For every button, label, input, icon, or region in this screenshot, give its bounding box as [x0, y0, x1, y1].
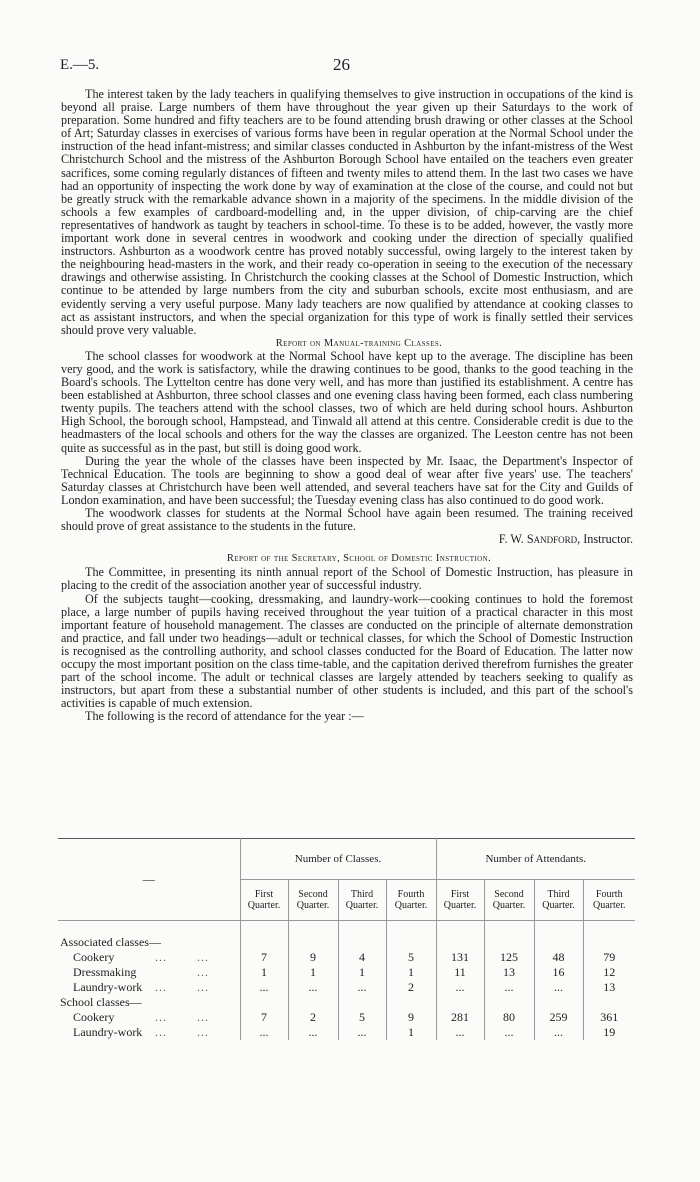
table-cell: 5	[386, 950, 436, 965]
section-associated	[58, 935, 635, 950]
col-header-classes-q1: First Quarter.	[240, 880, 288, 921]
table-cell: 19	[583, 1025, 635, 1040]
paragraph-lady-teachers: The interest taken by the lady teachers in qualifying themselves to give instruction in occupations of the kind is beyond all praise. Large numbers of them have throughout the year given up their Saturdays to the work of preparation. Some hundred and fifty teachers are to be found attending brush drawing or other classes at the School of Art; Saturday classes in exercises of various forms have been in regular operation at the Normal School under the instruction of the head infant-mistress; and similar classes conducted in Ashburton by the infant-mistress of the West Christchurch School and the mistress of the Ashburton Borough School have entailed on the teachers even greater sacrifices, some coming regularly distances of fifteen and twenty miles to attend them. In the last two cases we have had an opportunity of inspecting the work done by way of examination at the close of the course, and could not but be greatly struck with the remarkable advance shown in a majority of the specimens. In the middle division of the schools a few examples of cardboard-modelling and, in the upper division, of chip-carving are the chief representatives of handwork as taught by teachers in school-time. To these is to be added, however, the vastly more important work done in several centres in woodwork and cooking under the direction of specially qualified instructors. Ashburton as a woodwork centre has proved notably successful, owing largely to the interest taken by the neighbouring head-masters in the work, and their ready co-operation in seeing to the execution of the necessary drawings and otherwise assisting. In Christchurch the cooking classes at the School of Domestic Instruction, which continue to be attended by large numbers from the city and suburban schools, excite most enthusiasm, and are evidently serving a very useful purpose. Many lady teachers are now qualified by attendance at cooking classes to act as assistant instructors, and when the special organization for this type of work is finally settled their services should prove very valuable.	[61, 87, 633, 337]
heading-domestic-instruction-text: Report of the Secretary, School of Domestic Instruction.	[226, 553, 492, 565]
heading-manual-training	[61, 337, 633, 350]
table-cell: 4	[338, 950, 386, 965]
attendants-group-header: Number of Attendants.	[436, 839, 635, 880]
table-cell: 131	[436, 950, 484, 965]
table-cell: 125	[484, 950, 534, 965]
table-cell: 13	[484, 965, 534, 980]
table-cell: ...	[534, 1025, 583, 1040]
table-cell: 16	[534, 965, 583, 980]
table-row: Cookery ... ... 7 9 4 5 131 125 48 79	[58, 950, 635, 965]
table-cell: 2	[386, 980, 436, 995]
table-cell: 281	[436, 1010, 484, 1025]
row-label: Laundry-work	[73, 1024, 143, 1039]
table-cell: 7	[240, 1010, 288, 1025]
table-cell: ...	[338, 1025, 386, 1040]
paragraph-committee: The Committee, in presenting its ninth annual report of the School of Domestic Instruction, has pleasure in placing to the credit of the association another year of successful industry.	[61, 565, 633, 593]
table-cell: ...	[436, 980, 484, 995]
table-row: Dressmaking ... 1 1 1 1 11 13 16 12	[58, 965, 635, 980]
table-cell: 80	[484, 1010, 534, 1025]
table-cell: 5	[338, 1010, 386, 1025]
document-reference: E.—5.	[60, 57, 100, 73]
col-header-classes-q3: Third Quarter.	[338, 880, 386, 921]
section-school	[58, 995, 635, 1010]
signature-name: F. W. Sandford,	[498, 532, 581, 547]
paragraph-subjects: Of the subjects taught—cooking, dressmaking, and laundry-work—cooking continues to hold the foremost place, a large number of pupils having received throughout the year tuition of a practical character in this most important feature of household management. The classes are conducted on the principle of alternate demonstration and practice, and fall under two headings—adult or technical classes, for which the School of Domestic Instruction is recognised as the controlling authority, and school classes conducted for the Board of Education. The latter now occupy the most important position on the class time-table, and the capitation derived therefrom furnishes the greater part of the school income. The adult or technical classes are largely attended by teachers seeking to qualify as instructors, but apart from these a substantial number of other students is included, and this part of the school's activities is capable of much extension.	[61, 591, 633, 711]
table-cell: 9	[288, 950, 338, 965]
table-cell: ...	[484, 980, 534, 995]
table-cell: ...	[534, 980, 583, 995]
table-cell: 1	[338, 965, 386, 980]
table-cell: 361	[583, 1010, 635, 1025]
table-cell: 48	[534, 950, 583, 965]
table-cell: 2	[288, 1010, 338, 1025]
col-header-attendants-q2: Second Quarter.	[484, 880, 534, 921]
table-cell: 1	[386, 1025, 436, 1040]
table-row: Laundry-work ... ... ... ... ... 1 ... ... ... 19	[58, 1025, 635, 1040]
table-row: Laundry-work ... ... ... ... ... 2 ... ... ... 13	[58, 980, 635, 995]
paragraph-inspection: During the year the whole of the classes have been inspected by Mr. Isaac, the Department's Inspector of Technical Education. The tools are beginning to show a good deal of wear after five years' use. The teachers' Saturday classes at Christchurch have been well attended, and several teachers have sat for the City and Guilds of London examination, and have been successful; the Tuesday evening class has also continued to do good work.	[61, 453, 633, 507]
signature	[61, 533, 633, 546]
paragraph-attendance-intro: The following is the record of attendance for the year :—	[85, 709, 364, 724]
table-cell: 13	[583, 980, 635, 995]
heading-domestic-instruction	[61, 552, 633, 565]
col-header-attendants-q3: Third Quarter.	[534, 880, 583, 921]
table-cell: 9	[386, 1010, 436, 1025]
classes-group-header: Number of Classes.	[240, 839, 436, 880]
col-header-attendants-q4: Fourth Quarter.	[583, 880, 635, 921]
paragraph-woodwork-classes: The school classes for woodwork at the Normal School have kept up to the average. The discipline has been very good, and the work is satisfactory, while the drawing continues to be good, thanks to the good teaching in the Board's schools. The Lyttelton centre has done very well, and has more than justified its establishment. A centre has been established at Ashburton, three school classes and one evening class having been formed, each class numbering twenty pupils. The teachers attend with the school classes, two of which are held during school hours. Ashburton High School, the borough school, Hampstead, and Tinwald all attend at this centre. Considerable credit is due to the headmasters of the local schools and others for the way the classes are organized. The Leeston centre has not been quite as successful as in the past, but still is doing good work.	[61, 348, 633, 455]
page-number: 26	[333, 55, 350, 74]
signature-title: Instructor.	[583, 532, 633, 547]
col-header-attendants-q1: First Quarter.	[436, 880, 484, 921]
table-cell: 79	[583, 950, 635, 965]
table-cell: 259	[534, 1010, 583, 1025]
table-cell: ...	[288, 1025, 338, 1040]
heading-manual-training-text: Report on Manual-training Classes.	[275, 337, 443, 349]
row-label: Laundry-work	[73, 979, 143, 994]
stub-header: —	[142, 872, 155, 886]
table-cell: 1	[386, 965, 436, 980]
table-cell: ...	[288, 980, 338, 995]
table-cell: 7	[240, 950, 288, 965]
table-cell: 1	[288, 965, 338, 980]
section-label: School classes—	[60, 994, 142, 1009]
table-cell: ...	[240, 980, 288, 995]
body-text	[61, 88, 633, 724]
table-cell: ...	[240, 1025, 288, 1040]
table-cell: 1	[240, 965, 288, 980]
table-cell: ...	[484, 1025, 534, 1040]
col-header-classes-q4: Fourth Quarter.	[386, 880, 436, 921]
col-header-classes-q2: Second Quarter.	[288, 880, 338, 921]
table-cell: ...	[436, 1025, 484, 1040]
table-row: Cookery ... ... 7 2 5 9 281 80 259 361	[58, 1010, 635, 1025]
table-cell: 11	[436, 965, 484, 980]
row-label: Cookery	[73, 1009, 115, 1024]
attendance-table	[58, 838, 635, 1040]
section-label: Associated classes—	[60, 934, 161, 949]
row-label: Dressmaking	[73, 964, 137, 979]
table-cell: 12	[583, 965, 635, 980]
row-label: Cookery	[73, 949, 115, 964]
table-cell: ...	[338, 980, 386, 995]
paragraph-normal-school: The woodwork classes for students at the Normal School have again been resumed. The training received should prove of great assistance to the students in the future.	[61, 506, 633, 534]
